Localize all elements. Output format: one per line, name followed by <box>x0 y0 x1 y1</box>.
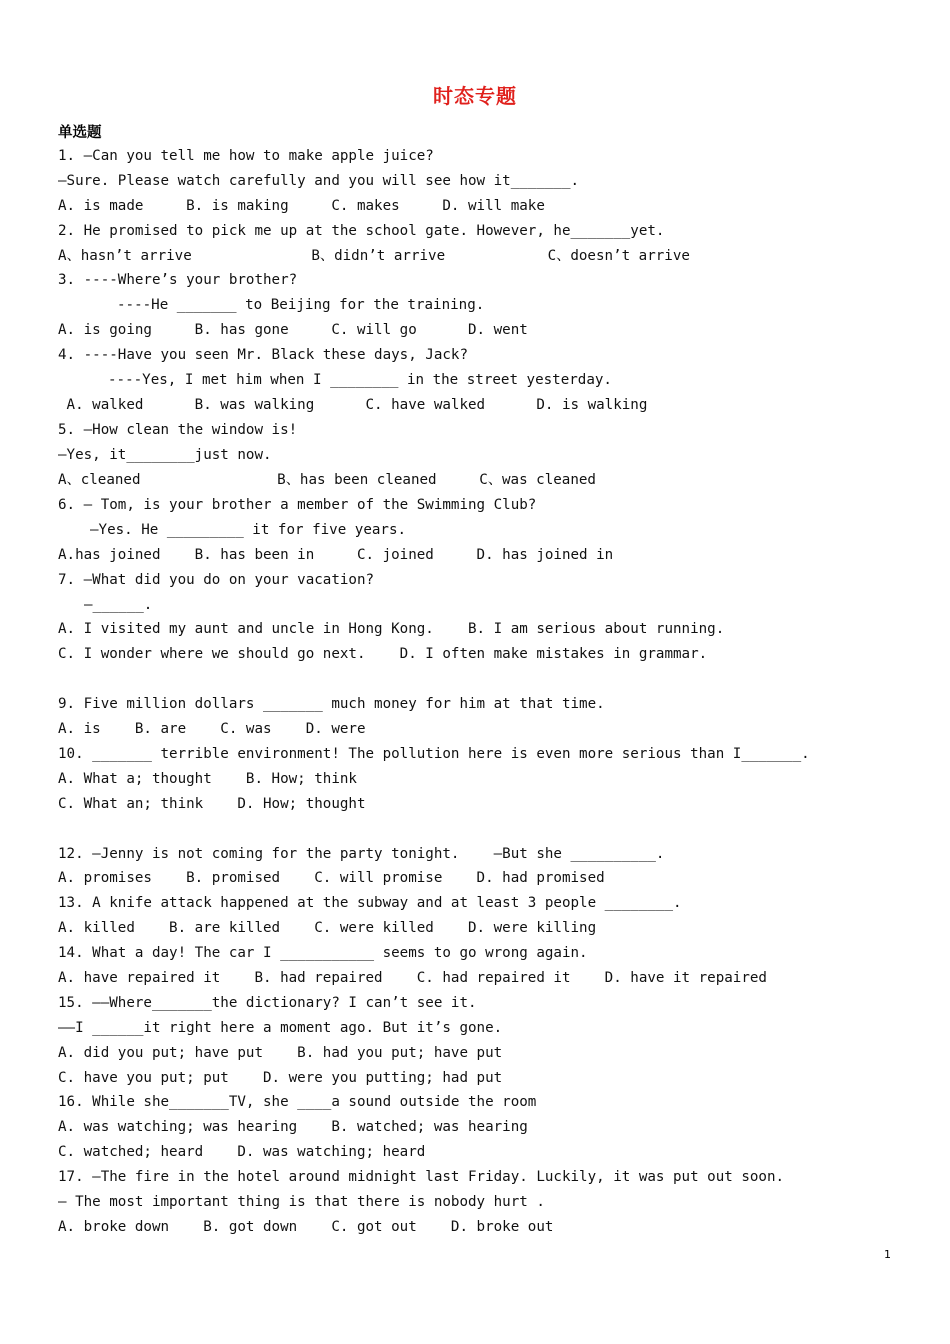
text-line: 13. A knife attack happened at the subway and at least 3 people ________. <box>58 895 682 911</box>
text-line: —Yes, it________just now. <box>58 447 272 463</box>
page-title: 时态专题 <box>433 84 517 108</box>
text-line: ——I ______it right here a moment ago. But it’s gone. <box>58 1020 503 1036</box>
text-line: — The most important thing is that there is nobody hurt . <box>58 1194 545 1210</box>
text-line: A. killed B. are killed C. were killed D. were killing <box>58 920 597 936</box>
text-line: 1. —Can you tell me how to make apple juice? <box>58 148 434 164</box>
text-line: 3. ----Where’s your brother? <box>58 272 298 288</box>
text-line: 15. ——Where_______the dictionary? I can’t see it. <box>58 995 477 1011</box>
text-line: 2. He promised to pick me up at the school gate. However, he_______yet. <box>58 223 665 239</box>
text-line: C. I wonder where we should go next. D. I often make mistakes in grammar. <box>58 646 708 662</box>
text-line: 6. — Tom, is your brother a member of the Swimming Club? <box>58 497 537 513</box>
text-line: A. did you put; have put B. had you put; have put <box>58 1045 503 1061</box>
text-line: 14. What a day! The car I ___________ seems to go wrong again. <box>58 945 588 961</box>
text-line: A. broke down B. got down C. got out D. broke out <box>58 1219 554 1235</box>
text-line: A、cleaned B、has been cleaned C、was cleaned <box>58 472 596 488</box>
text-line: —Sure. Please watch carefully and you will see how it_______. <box>58 173 580 189</box>
text-line: A. have repaired it B. had repaired C. had repaired it D. have it repaired <box>58 970 767 986</box>
text-line: —Yes. He _________ it for five years. <box>90 522 407 538</box>
text-line: —______. <box>84 597 153 613</box>
text-line: C. watched; heard D. was watching; heard <box>58 1144 426 1160</box>
text-line: A. was watching; was hearing B. watched; was hearing <box>58 1119 528 1135</box>
text-line: ----Yes, I met him when I ________ in the street yesterday. <box>108 372 612 388</box>
text-line: A. is B. are C. was D. were <box>58 721 366 737</box>
section-heading: 单选题 <box>58 125 102 141</box>
text-line: A. walked B. was walking C. have walked D. is walking <box>58 397 648 413</box>
text-line: A、hasn’t arrive B、didn’t arrive C、doesn’t arrive <box>58 248 690 264</box>
text-line: 17. —The fire in the hotel around midnight last Friday. Luckily, it was put out soon. <box>58 1169 785 1185</box>
text-line: A.has joined B. has been in C. joined D. has joined in <box>58 547 614 563</box>
text-line: 7. —What did you do on your vacation? <box>58 572 375 588</box>
text-line: 12. —Jenny is not coming for the party tonight. —But she __________. <box>58 846 665 862</box>
text-line: 5. —How clean the window is! <box>58 422 298 438</box>
text-line: ----He _______ to Beijing for the training. <box>117 297 485 313</box>
text-line: A. What a; thought B. How; think <box>58 771 357 787</box>
text-line: C. have you put; put D. were you putting; had put <box>58 1070 503 1086</box>
text-line: A. is going B. has gone C. will go D. went <box>58 322 528 338</box>
text-line: 16. While she_______TV, she ____a sound outside the room <box>58 1094 537 1110</box>
text-line: 4. ----Have you seen Mr. Black these days, Jack? <box>58 347 468 363</box>
text-line: A. is made B. is making C. makes D. will make <box>58 198 545 214</box>
page-number: 1 <box>884 1248 891 1261</box>
text-line: C. What an; think D. How; thought <box>58 796 366 812</box>
text-line: 10. _______ terrible environment! The pollution here is even more serious than I_______. <box>58 746 810 762</box>
text-line: A. I visited my aunt and uncle in Hong Kong. B. I am serious about running. <box>58 621 725 637</box>
text-line: 9. Five million dollars _______ much money for him at that time. <box>58 696 605 712</box>
text-line: A. promises B. promised C. will promise D. had promised <box>58 870 605 886</box>
